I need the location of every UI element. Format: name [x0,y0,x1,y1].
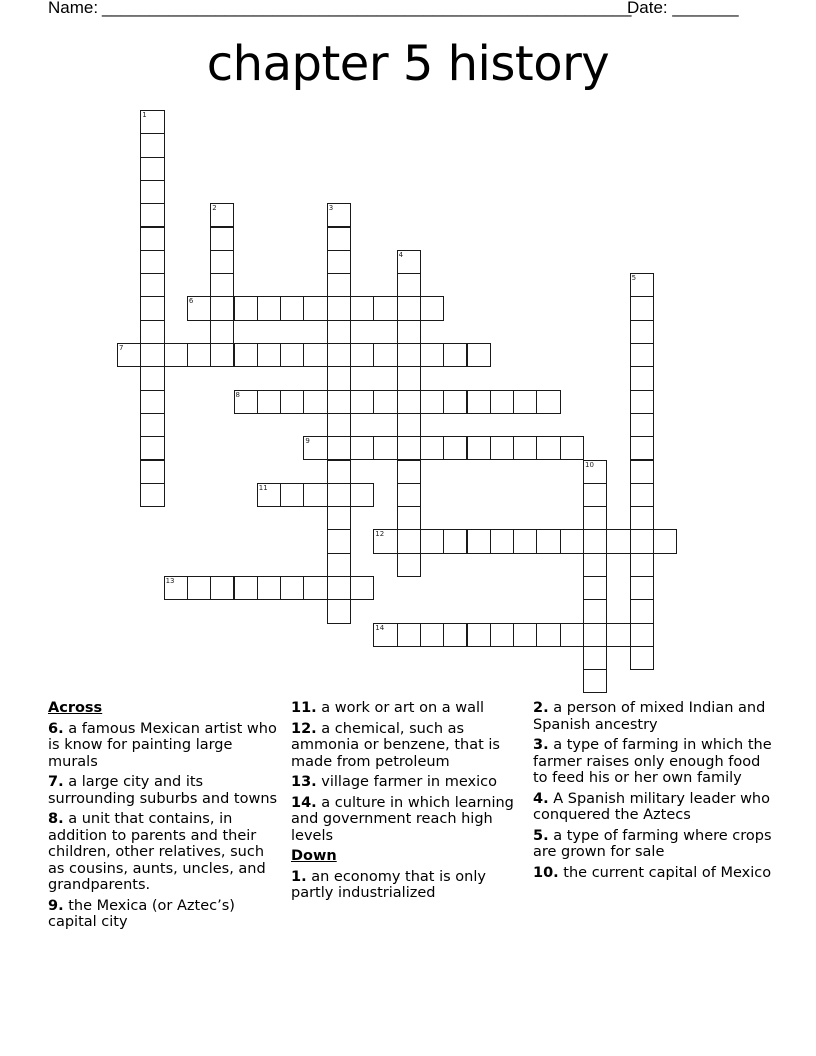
grid-cell[interactable] [140,436,164,460]
grid-cell[interactable] [234,343,258,367]
grid-cell[interactable] [140,180,164,204]
grid-cell[interactable] [140,227,164,251]
grid-cell[interactable] [303,390,327,414]
grid-cell[interactable] [350,483,374,507]
cell-number: 12 [375,530,385,539]
grid-cell[interactable] [140,320,164,344]
grid-cell[interactable] [257,296,281,320]
grid-cell[interactable] [443,529,467,553]
clue-number: 5. [533,827,549,844]
grid-cell[interactable] [327,296,351,320]
grid-cell[interactable] [234,296,258,320]
grid-cell[interactable] [303,343,327,367]
grid-cell[interactable] [327,273,351,297]
grid-cell[interactable] [164,343,188,367]
grid-cell[interactable] [420,343,444,367]
grid-cell[interactable] [443,343,467,367]
grid-cell[interactable] [397,413,421,437]
grid-cell[interactable] [210,273,234,297]
grid-cell[interactable] [327,576,351,600]
grid-cell[interactable] [280,576,304,600]
grid-cell[interactable] [210,343,234,367]
grid-cell[interactable] [397,553,421,577]
grid-cell[interactable] [536,623,560,647]
cell-number: 10 [585,460,594,469]
grid-cell[interactable] [303,483,327,507]
clue-number: 2. [533,700,549,716]
grid-cell[interactable] [630,273,654,297]
grid-cell[interactable] [140,413,164,437]
grid-cell[interactable] [234,576,258,600]
clue-text: a unit that contains, in addition to parents and their children, other relatives, such as cousins, aunts, uncles, and grandparents. [48,811,266,893]
clue-across-13 [291,774,523,791]
grid-cell[interactable] [140,296,164,320]
grid-cell[interactable] [513,436,537,460]
grid-cell[interactable] [397,483,421,507]
grid-cell[interactable] [140,203,164,227]
grid-cell[interactable] [630,296,654,320]
cell-number: 3 [328,204,334,213]
grid-cell[interactable] [630,599,654,623]
grid-cell[interactable] [490,529,514,553]
grid-cell[interactable] [257,390,281,414]
grid-cell[interactable] [327,599,351,623]
grid-cell[interactable] [210,250,234,274]
grid-cell[interactable] [606,529,630,553]
grid-cell[interactable] [280,296,304,320]
grid-cell[interactable] [420,529,444,553]
grid-cell[interactable] [257,576,281,600]
grid-cell[interactable] [280,483,304,507]
clue-number: 12. [291,720,317,737]
grid-cell[interactable] [280,390,304,414]
grid-cell[interactable] [373,390,397,414]
grid-cell[interactable] [653,529,677,553]
grid-cell[interactable] [327,460,351,484]
grid-cell[interactable] [187,296,211,320]
clue-number: 4. [533,790,549,807]
clue-number: 1. [291,868,307,885]
grid-cell[interactable] [443,623,467,647]
grid-cell[interactable] [140,483,164,507]
grid-cell[interactable] [397,390,421,414]
clue-text: the Mexica (or Aztec’s) capital city [48,897,235,930]
grid-cell[interactable] [397,460,421,484]
grid-cell[interactable] [210,203,234,227]
grid-cell[interactable] [327,529,351,553]
grid-cell[interactable] [583,669,607,693]
grid-cell[interactable] [373,623,397,647]
grid-cell[interactable] [583,599,607,623]
grid-cell[interactable] [630,460,654,484]
grid-cell[interactable] [140,366,164,390]
grid-cell[interactable] [303,436,327,460]
grid-cell[interactable] [140,250,164,274]
grid-cell[interactable] [467,436,491,460]
grid-cell[interactable] [397,320,421,344]
grid-cell[interactable] [140,460,164,484]
clue-down-4 [533,791,775,824]
grid-cell[interactable] [490,390,514,414]
clue-across-14 [291,795,523,845]
grid-cell[interactable] [140,390,164,414]
cell-number: 11 [258,483,268,492]
name-field[interactable]: ________________________________________________________ [102,0,632,17]
grid-cell[interactable] [327,553,351,577]
clue-down-3 [533,737,775,787]
clue-number: 6. [48,720,64,737]
grid-cell[interactable] [420,296,444,320]
cell-number: 8 [235,390,240,399]
grid-cell[interactable] [467,343,491,367]
cell-number: 13 [165,577,175,585]
grid-cell[interactable] [210,227,234,251]
grid-cell[interactable] [373,529,397,553]
clue-text: a person of mixed Indian and Spanish ancestry [533,700,766,733]
grid-cell[interactable] [117,343,141,367]
grid-cell[interactable] [397,623,421,647]
grid-cell[interactable] [187,576,211,600]
clue-number: 10. [533,864,559,881]
grid-cell[interactable] [630,646,654,670]
clue-across-9 [48,898,284,931]
grid-cell[interactable] [536,436,560,460]
grid-cell[interactable] [327,483,351,507]
across-heading: Across [48,700,103,716]
grid-cell[interactable] [420,390,444,414]
grid-cell[interactable] [630,320,654,344]
grid-cell[interactable] [350,296,374,320]
clue-text: a work or art on a wall [321,700,485,716]
grid-cell[interactable] [373,343,397,367]
grid-cell[interactable] [397,529,421,553]
grid-cell[interactable] [420,436,444,460]
grid-cell[interactable] [583,506,607,530]
clue-text: a type of farming in which the farmer raises only enough food to feed his or her own family [533,737,772,786]
grid-cell[interactable] [467,390,491,414]
clue-text: village farmer in mexico [321,774,497,790]
clue-across-6 [48,721,284,771]
clue-across-7 [48,774,284,807]
grid-cell[interactable] [583,646,607,670]
grid-cell[interactable] [560,623,584,647]
grid-cell[interactable] [327,390,351,414]
grid-cell[interactable] [443,390,467,414]
clue-number: 7. [48,774,64,790]
grid-cell[interactable] [583,553,607,577]
clue-text: a type of farming where crops are grown for sale [533,827,772,860]
clue-down-1 [291,869,523,902]
grid-cell[interactable] [303,576,327,600]
grid-cell[interactable] [350,576,374,600]
grid-cell[interactable] [397,366,421,390]
grid-cell[interactable] [467,529,491,553]
grid-cell[interactable] [327,436,351,460]
grid-cell[interactable] [350,390,374,414]
grid-cell[interactable] [303,296,327,320]
grid-cell[interactable] [327,366,351,390]
cell-number: 5 [631,274,637,283]
grid-cell[interactable] [327,343,351,367]
grid-cell[interactable] [373,436,397,460]
grid-cell[interactable] [397,296,421,320]
clue-down-2 [533,700,775,733]
grid-cell[interactable] [583,460,607,484]
grid-cell[interactable] [397,436,421,460]
grid-cell[interactable] [583,529,607,553]
grid-cell[interactable] [140,273,164,297]
grid-cell[interactable] [630,390,654,414]
grid-cell[interactable] [140,343,164,367]
grid-cell[interactable] [210,296,234,320]
grid-cell[interactable] [140,133,164,157]
cell-number: 6 [188,297,194,306]
clue-down-10 [533,865,775,882]
clues-column-1 [48,700,284,935]
grid-cell[interactable] [397,343,421,367]
grid-cell[interactable] [560,436,584,460]
grid-cell[interactable] [257,343,281,367]
clue-number: 8. [48,811,64,827]
clue-number: 3. [533,737,549,753]
clue-text: the current capital of Mexico [563,864,772,881]
grid-cell[interactable] [583,576,607,600]
grid-cell[interactable] [420,623,444,647]
grid-cell[interactable] [560,529,584,553]
cell-number: 14 [375,623,385,632]
date-field[interactable]: Date: _______ [627,0,739,17]
clue-across-12 [291,721,523,771]
clue-number: 13. [291,774,317,790]
grid-cell[interactable] [513,623,537,647]
clue-number: 9. [48,897,64,914]
grid-cell[interactable] [257,483,281,507]
cell-number: 7 [119,344,124,352]
grid-cell[interactable] [234,390,258,414]
puzzle-title: chapter 5 history [206,36,610,92]
grid-cell[interactable] [630,436,654,460]
grid-cell[interactable] [187,343,211,367]
grid-cell[interactable] [397,506,421,530]
grid-cell[interactable] [630,343,654,367]
grid-cell[interactable] [397,250,421,274]
name-label: Name: [48,0,99,17]
grid-cell[interactable] [327,506,351,530]
grid-cell[interactable] [210,576,234,600]
grid-cell[interactable] [443,436,467,460]
cell-number: 4 [398,250,404,259]
clue-number: 11. [291,700,317,716]
clues-column-2 [291,700,523,906]
clue-text: an economy that is only partly industrialized [291,868,486,901]
clue-text: A Spanish military leader who conquered the Aztecs [533,790,770,823]
clue-text: a large city and its surrounding suburbs and towns [48,774,278,807]
grid-cell[interactable] [606,623,630,647]
grid-cell[interactable] [467,623,491,647]
grid-cell[interactable] [373,296,397,320]
grid-cell[interactable] [630,506,654,530]
grid-cell[interactable] [513,529,537,553]
grid-cell[interactable] [327,250,351,274]
grid-cell[interactable] [327,413,351,437]
grid-cell[interactable] [630,576,654,600]
grid-cell[interactable] [630,366,654,390]
grid-cell[interactable] [583,623,607,647]
grid-cell[interactable] [630,529,654,553]
clue-across-11 [291,700,523,717]
grid-cell[interactable] [327,227,351,251]
grid-cell[interactable] [536,390,560,414]
clue-text: a chemical, such as ammonia or benzene, that is made from petroleum [291,720,500,770]
down-heading: Down [291,848,337,864]
grid-cell[interactable] [350,343,374,367]
clue-text: a famous Mexican artist who is know for painting large murals [48,720,277,770]
clue-across-8 [48,811,284,894]
cell-number: 1 [142,111,147,119]
grid-cell[interactable] [327,320,351,344]
clue-text: a culture in which learning and government reach high levels [291,794,514,844]
grid-cell[interactable] [397,273,421,297]
grid-cell[interactable] [513,390,537,414]
grid-cell[interactable] [140,110,164,134]
grid-cell[interactable] [583,483,607,507]
grid-cell[interactable] [536,529,560,553]
grid-cell[interactable] [210,320,234,344]
grid-cell[interactable] [630,623,654,647]
grid-cell[interactable] [140,157,164,181]
grid-cell[interactable] [630,483,654,507]
grid-cell[interactable] [327,203,351,227]
grid-cell[interactable] [280,343,304,367]
clue-down-5 [533,828,775,861]
cell-number: 2 [212,204,217,213]
grid-cell[interactable] [164,576,188,600]
grid-cell[interactable] [630,413,654,437]
cell-number: 9 [305,437,310,446]
clues-column-3 [533,700,775,885]
clue-number: 14. [291,794,317,811]
grid-cell[interactable] [490,623,514,647]
grid-cell[interactable] [630,553,654,577]
grid-cell[interactable] [350,436,374,460]
grid-cell[interactable] [490,436,514,460]
